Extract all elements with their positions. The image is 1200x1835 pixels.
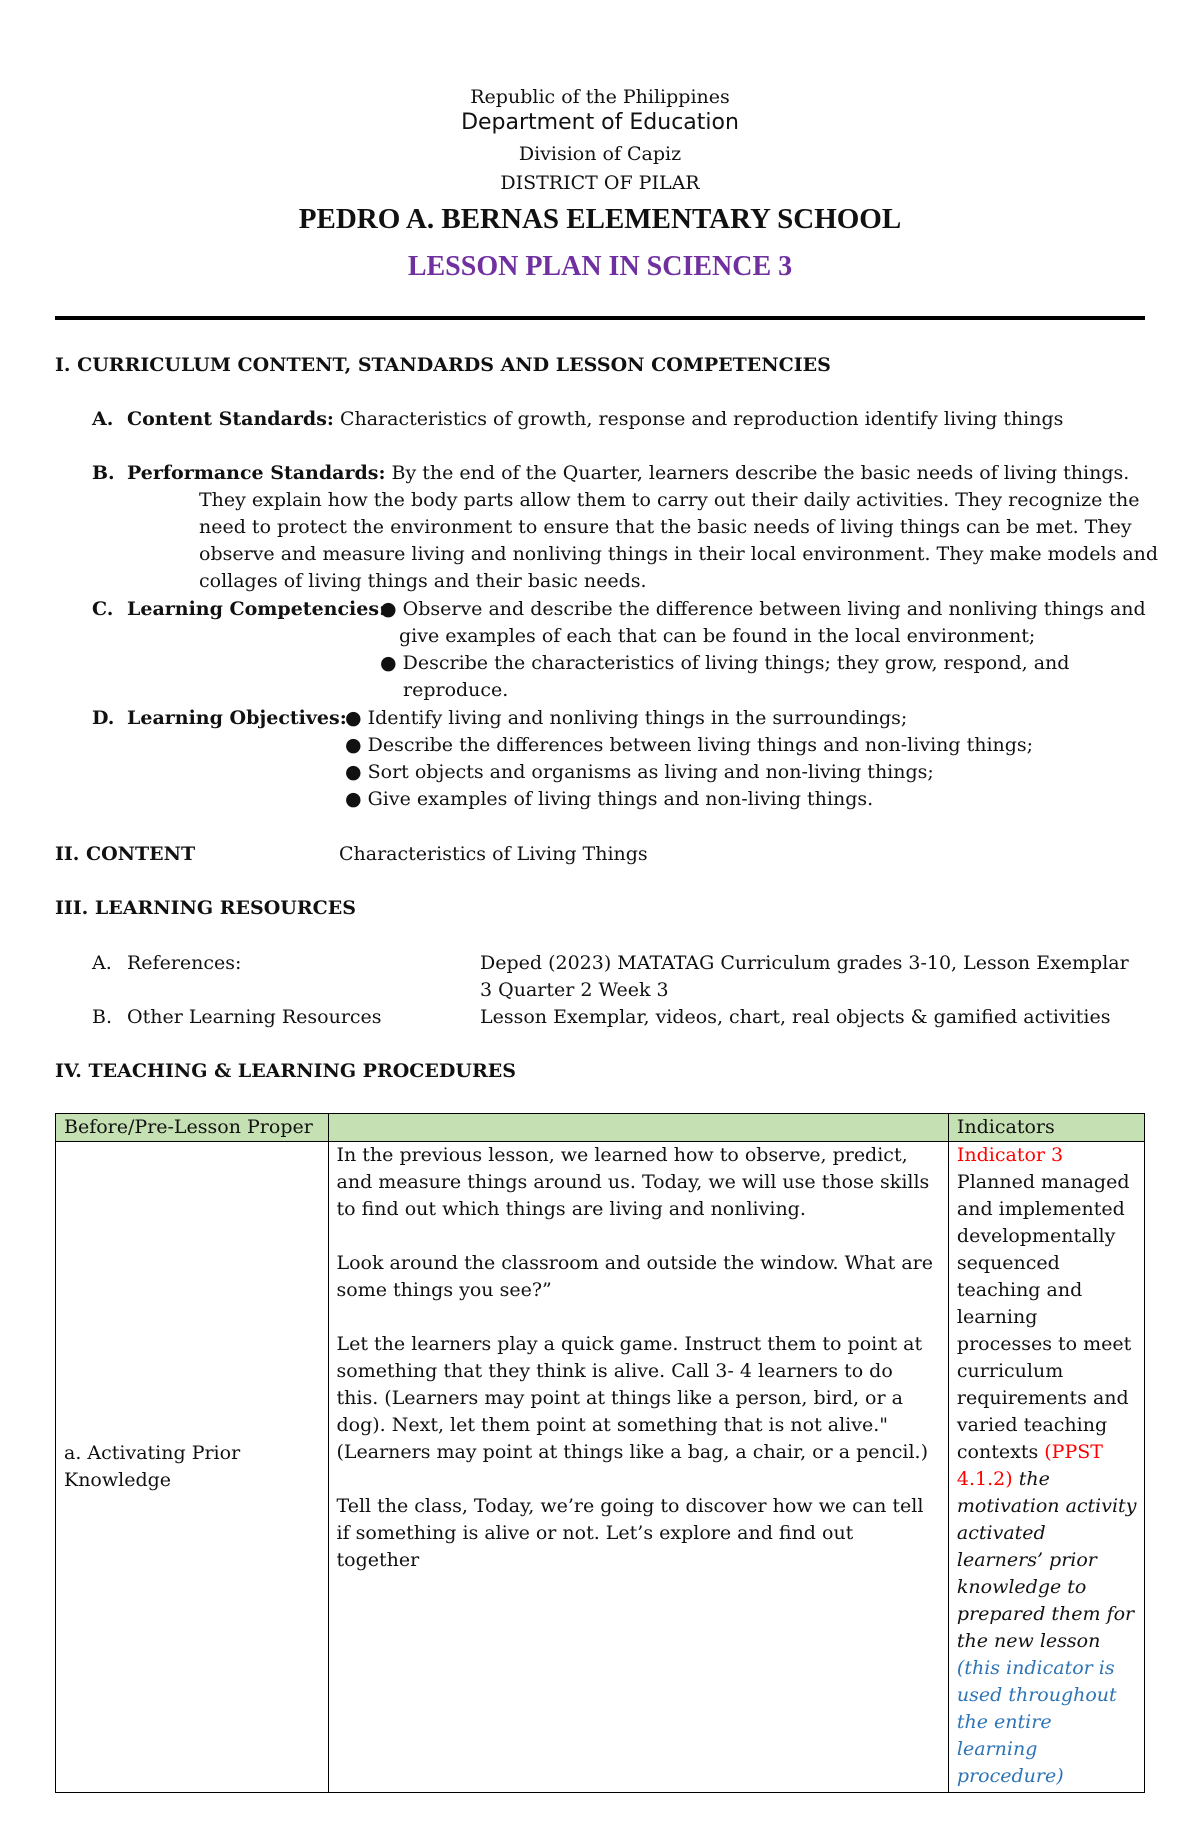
content-text: Characteristics of Living Things [339,843,648,865]
header-department: Department of Education [461,110,739,135]
activity-paragraph: Let the learners play a quick game. Instruct them to point at something that they think is alive. Call 3- 4 learners to do this. (Learners may point at things like a person, bird, or a dog). Next, let them point at something that is not alive." (Learners may point at things like a bag, a chair, or a pencil.) [336,1333,928,1463]
indicator-text [957,1142,1137,1792]
performance-standards-label: B. [92,462,115,484]
stage-label: a. Activating Prior Knowledge [64,1442,241,1491]
competency-line: ● Describe the characteristics of living things; they grow, respond, and [380,652,1070,674]
other-resources-title: Other Learning Resources [127,1006,382,1028]
other-resources-label: B. [92,1006,113,1028]
performance-standards-title: Performance Standards: [127,462,386,484]
competency-line: give examples of each that can be found in the local environment; [399,625,1036,647]
table-row [56,1142,1145,1793]
indicator-ppst: (PPST 4.1.2) [956,1441,1103,1490]
performance-standards-line: By the end of the Quarter, learners describe the basic needs of living things. [391,462,1130,484]
header-republic: Republic of the Philippines [470,86,730,108]
content-standards-label: A. [92,408,114,430]
section-1-title: I. CURRICULUM CONTENT, STANDARDS AND LESSON COMPETENCIES [55,354,831,376]
indicator-italic: the motivation activity activated learners’ prior knowledge to prepared them for the new lesson [956,1468,1137,1652]
learning-competencies-title: Learning Competencies: [127,598,387,620]
learning-objectives-title: Learning Objectives: [127,707,347,729]
header-division: Division of Capiz [518,143,682,165]
learning-competencies-label: C. [92,598,114,620]
objective-item: ● Identify living and nonliving things in the surroundings; [345,707,908,729]
references-line: Deped (2023) MATATAG Curriculum grades 3-10, Lesson Exemplar [480,952,1129,974]
performance-standards-line: observe and measure living and nonliving things in their local environment. They make models and [199,543,1159,565]
activity-paragraph: Tell the class, Today, we’re going to discover how we can tell if something is alive or not. Let’s explore and find out together [336,1495,924,1571]
performance-standards-line: They explain how the body parts allow them to carry out their daily activities. They recognize the [199,489,1140,511]
competency-line: reproduce. [403,679,509,701]
competency-line: ● Observe and describe the difference between living and nonliving things and [380,598,1146,620]
content-standards-title: Content Standards: [127,408,334,430]
header-cell-indicators: Indicators [948,1114,1144,1142]
references-title: References: [127,952,242,974]
references-label: A. [92,952,112,974]
other-resources-text: Lesson Exemplar, videos, chart, real objects & gamified activities [480,1006,1111,1028]
section-2-title: II. CONTENT [55,843,196,865]
activity-paragraph: Look around the classroom and outside the window. What are some things you see?” [336,1252,933,1301]
header-divider [55,316,1145,320]
section-4-title: IV. TEACHING & LEARNING PROCEDURES [55,1060,516,1082]
indicator-note: (this indicator is used throughout the entire learning procedure) [956,1657,1117,1787]
content-standards [127,406,1063,433]
learning-objectives-label: D. [92,707,115,729]
procedures-table [55,1113,1145,1793]
activity-text [337,1142,937,1574]
objective-item: ● Give examples of living things and non-living things. [345,788,874,810]
section-3-title: III. LEARNING RESOURCES [55,897,356,919]
header-cell-activity [328,1114,948,1142]
school-name: PEDRO A. BERNAS ELEMENTARY SCHOOL [298,203,902,235]
lesson-plan-title: LESSON PLAN IN SCIENCE 3 [407,251,793,282]
performance-standards-line: collages of living things and their basic needs. [199,570,647,592]
indicator-description: Planned managed and implemented developmentally sequenced teaching and learning processes to meet curriculum requirements and varied teaching contexts [956,1171,1132,1463]
objective-item: ● Describe the differences between living things and non-living things; [345,734,1034,756]
objective-item: ● Sort objects and organisms as living and non-living things; [345,761,934,783]
header-cell-stage: Before/Pre-Lesson Proper [56,1114,329,1142]
activity-cell [328,1142,948,1793]
stage-cell [56,1142,329,1793]
performance-standards-line: need to protect the environment to ensure that the basic needs of living things can be met. They [199,516,1132,538]
header-district: DISTRICT OF PILAR [500,172,700,194]
performance-standards [127,460,1129,487]
indicator-title: Indicator 3 [956,1144,1064,1166]
references-line: 3 Quarter 2 Week 3 [480,979,669,1001]
table-header-row [56,1114,1145,1142]
activity-paragraph: In the previous lesson, we learned how to observe, predict, and measure things around us. Today, we will use those skills to find out which things are living and nonliving. [336,1144,930,1220]
indicator-cell [948,1142,1144,1793]
content-standards-text: Characteristics of growth, response and reproduction identify living things [339,408,1064,430]
